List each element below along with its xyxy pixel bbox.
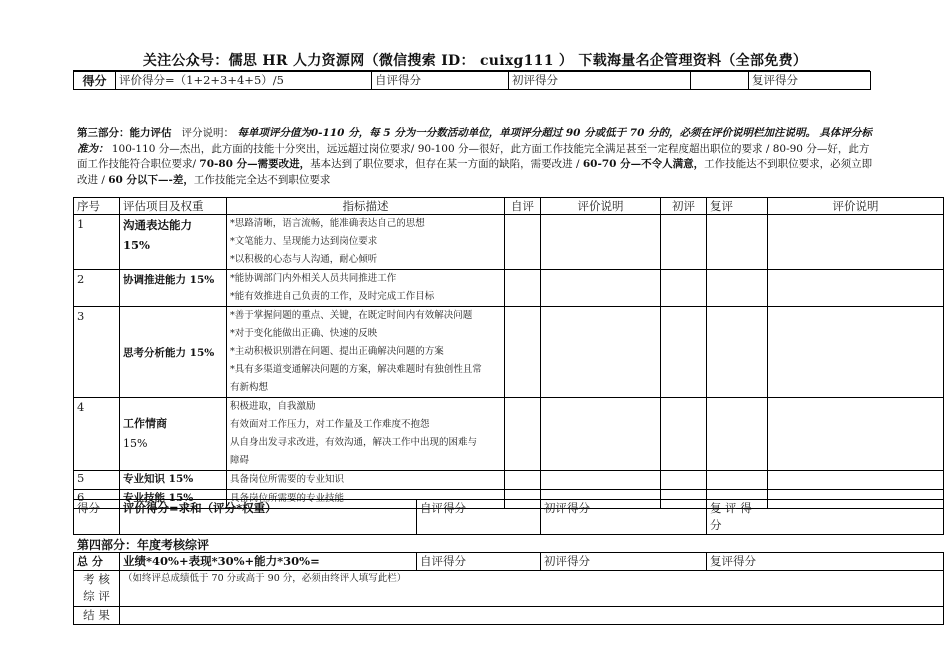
total-label: 总 分 [74, 553, 120, 571]
note-cell[interactable] [541, 270, 661, 307]
comment-label-1: 考 核 [83, 572, 110, 586]
header-self: 自评 [505, 198, 541, 215]
section-score-table [73, 499, 944, 535]
review-score-cell[interactable] [707, 215, 768, 270]
total-self-label: 自评得分 [417, 553, 541, 571]
row-item-name: 工作情商 [123, 417, 167, 430]
section-review-label [707, 500, 944, 535]
table-row [74, 471, 944, 490]
row-item-weight: 15% [123, 437, 148, 450]
note-cell[interactable] [768, 215, 944, 270]
indicator-line: 具备岗位所需要的专业知识 [227, 471, 505, 490]
standard-1-text: 此方面的技能十分突出，远远超过岗位要求/ [211, 142, 415, 155]
indicator-line: *对于变化能做出正确、快速的反映 [230, 328, 378, 339]
first-score-cell[interactable] [661, 471, 707, 490]
note-cell[interactable] [541, 398, 661, 471]
review-score-cell[interactable] [707, 471, 768, 490]
total-formula: 业绩*40%+表现*30%+能力*30%= [120, 553, 417, 571]
total-first-label: 初评得分 [541, 553, 707, 571]
note-cell[interactable] [768, 398, 944, 471]
standard-4-head: 70-80 分—需要改进， [199, 158, 311, 170]
comment-field[interactable] [120, 571, 944, 607]
annual-review-table [73, 552, 944, 625]
table-header-row [74, 198, 944, 215]
note-cell[interactable] [541, 215, 661, 270]
indicator-line: *具有多渠道变通解决问题的方案，解决难题时有独创性且常 [230, 364, 482, 375]
row-no: 4 [74, 398, 120, 471]
indicator-line: *能协调部门内外相关人员共同推进工作 [230, 273, 397, 284]
comment-label-2: 综 评 [83, 589, 110, 603]
header-review: 复评 [707, 198, 768, 215]
page-header: 关注公众号：儒思 HR 人力资源网（微信搜索 ID： cuixg111 ） 下载海量名企管理资料（全部免费） [142, 53, 808, 69]
row-item-name: 协调推进能力 15% [120, 270, 227, 307]
first-score-cell[interactable] [661, 215, 707, 270]
header-seq: 序号 [74, 198, 120, 215]
indicator-line: 积极进取，自我激励 [230, 401, 316, 412]
indicator-line: 具备岗位所需要的专业技能 [227, 490, 505, 509]
row-indicators [227, 307, 505, 398]
note-cell[interactable] [768, 307, 944, 398]
self-score-cell[interactable] [505, 398, 541, 471]
header-note-2: 评价说明 [768, 198, 944, 215]
row-no: 6 [74, 490, 120, 509]
section-review-label-2: 分 [710, 518, 722, 532]
self-score-cell[interactable] [505, 270, 541, 307]
row-no: 2 [74, 270, 120, 307]
self-score-label: 自评得分 [372, 72, 509, 90]
row-indicators [227, 270, 505, 307]
section-first-label: 初评得分 [541, 500, 707, 535]
standard-3-text: 此方面工作技能符合职位要求/ [77, 142, 870, 170]
standard-5-text: 工作技能达不到职位要求，必须立即改进 / [77, 158, 873, 186]
self-score-cell[interactable] [505, 307, 541, 398]
row-item-name: 沟通表达能力 [123, 218, 192, 232]
part3-standard-label: 具体评分标准为： [77, 127, 872, 155]
top-score-table [73, 71, 871, 90]
row-item-name: 思考分析能力 15% [120, 307, 227, 398]
standard-2-text: 此方面工作技能完全满足甚至一定程度超出职位的要求 / [510, 142, 770, 155]
comment-row [74, 571, 944, 607]
section-score-label: 得分 [74, 500, 120, 535]
total-review-label: 复评得分 [707, 553, 944, 571]
result-field[interactable] [120, 607, 944, 625]
header-first: 初评 [661, 198, 707, 215]
standard-1-head: 100-110 分—杰出， [111, 142, 212, 155]
part3-explain-label: 评分说明： [181, 127, 235, 139]
note-cell[interactable] [768, 270, 944, 307]
standard-6-text: 工作技能完全达不到职位要求 [193, 173, 331, 186]
indicator-line: 从自身出发寻求改进，有效沟通，解决工作中出现的困难与 [230, 437, 478, 448]
first-score-cell[interactable] [661, 307, 707, 398]
section-self-label: 自评得分 [417, 500, 541, 535]
first-score-label: 初评得分 [509, 72, 691, 90]
review-score-label: 复评得分 [749, 72, 871, 90]
indicator-line: *文笔能力、呈现能力达到岗位要求 [230, 236, 378, 247]
row-no: 1 [74, 215, 120, 270]
score-label: 得分 [74, 72, 116, 90]
standard-2-head: 90-100 分—很好， [417, 142, 511, 155]
result-row [74, 607, 944, 625]
indicator-line: *善于掌握问题的重点、关键，在既定时间内有效解决问题 [230, 310, 473, 321]
row-indicators [227, 398, 505, 471]
indicator-line: 有新构想 [230, 382, 269, 393]
self-score-cell[interactable] [505, 471, 541, 490]
row-no: 3 [74, 307, 120, 398]
row-item-name: 专业知识 15% [120, 471, 227, 490]
standard-5-head: 60-70 分—不令人满意， [582, 158, 705, 170]
result-label: 结 果 [74, 607, 120, 625]
standard-3-head: 80-90 分—好， [772, 142, 849, 155]
header-indicator: 指标描述 [227, 198, 505, 215]
note-cell[interactable] [768, 471, 944, 490]
row-indicators [227, 215, 505, 270]
first-score-value[interactable] [691, 72, 749, 90]
indicator-line: 障碍 [230, 455, 250, 466]
review-score-cell[interactable] [707, 398, 768, 471]
row-no: 5 [74, 471, 120, 490]
row-item [120, 215, 227, 270]
header-item: 评估项目及权重 [120, 198, 227, 215]
self-score-cell[interactable] [505, 215, 541, 270]
table-row [74, 215, 944, 270]
table-row [74, 307, 944, 398]
standard-6-head: 60 分以下—-差， [108, 173, 194, 186]
header-note-1: 评价说明 [541, 198, 661, 215]
section-review-label-1: 复 评 得 [710, 501, 752, 515]
indicator-line: *以积极的心态与人沟通，耐心倾听 [230, 254, 378, 265]
indicator-line: 有效面对工作压力，对工作量及工作难度不抱怨 [230, 419, 430, 430]
part3-title: 第三部分：能力评估 [77, 127, 172, 139]
table-row [74, 398, 944, 471]
first-score-cell[interactable] [661, 398, 707, 471]
ability-table [73, 197, 944, 509]
indicator-line: *思路清晰，语言流畅，能准确表达自己的思想 [230, 218, 425, 229]
review-score-cell[interactable] [707, 307, 768, 398]
total-row [74, 553, 944, 571]
section-score-formula: 评价得分=求和（评分*权重） [120, 500, 417, 535]
part3-description [77, 126, 877, 188]
row-item-name: 专业技能 15% [120, 490, 227, 509]
comment-note: （如终评总成绩低于 70 分或高于 90 分，必须由终评人填写此栏） [123, 573, 407, 584]
score-formula: 评价得分=（1+2+3+4+5）/5 [116, 72, 372, 90]
row-item-weight: 15% [123, 238, 150, 252]
part3-explain-text: 每单项评分值为0-110 分，每 5 分为一分数活动单位，单项评分超过 90 分或低于 70 分的，必须在评价说明栏加注说明。 [237, 127, 817, 139]
first-score-cell[interactable] [661, 270, 707, 307]
row-item [120, 398, 227, 471]
table-row [74, 270, 944, 307]
note-cell[interactable] [541, 471, 661, 490]
indicator-line: *主动积极识别潜在问题、提出正确解决问题的方案 [230, 346, 444, 357]
review-score-cell[interactable] [707, 270, 768, 307]
comment-label [74, 571, 120, 607]
part4-title: 第四部分：年度考核综评 [77, 538, 210, 552]
note-cell[interactable] [541, 307, 661, 398]
indicator-line: *能有效推进自己负责的工作，及时完成工作目标 [230, 291, 435, 302]
standard-4-text: 基本达到了职位要求，但存在某一方面的缺陷，需要改进 / [310, 158, 580, 170]
